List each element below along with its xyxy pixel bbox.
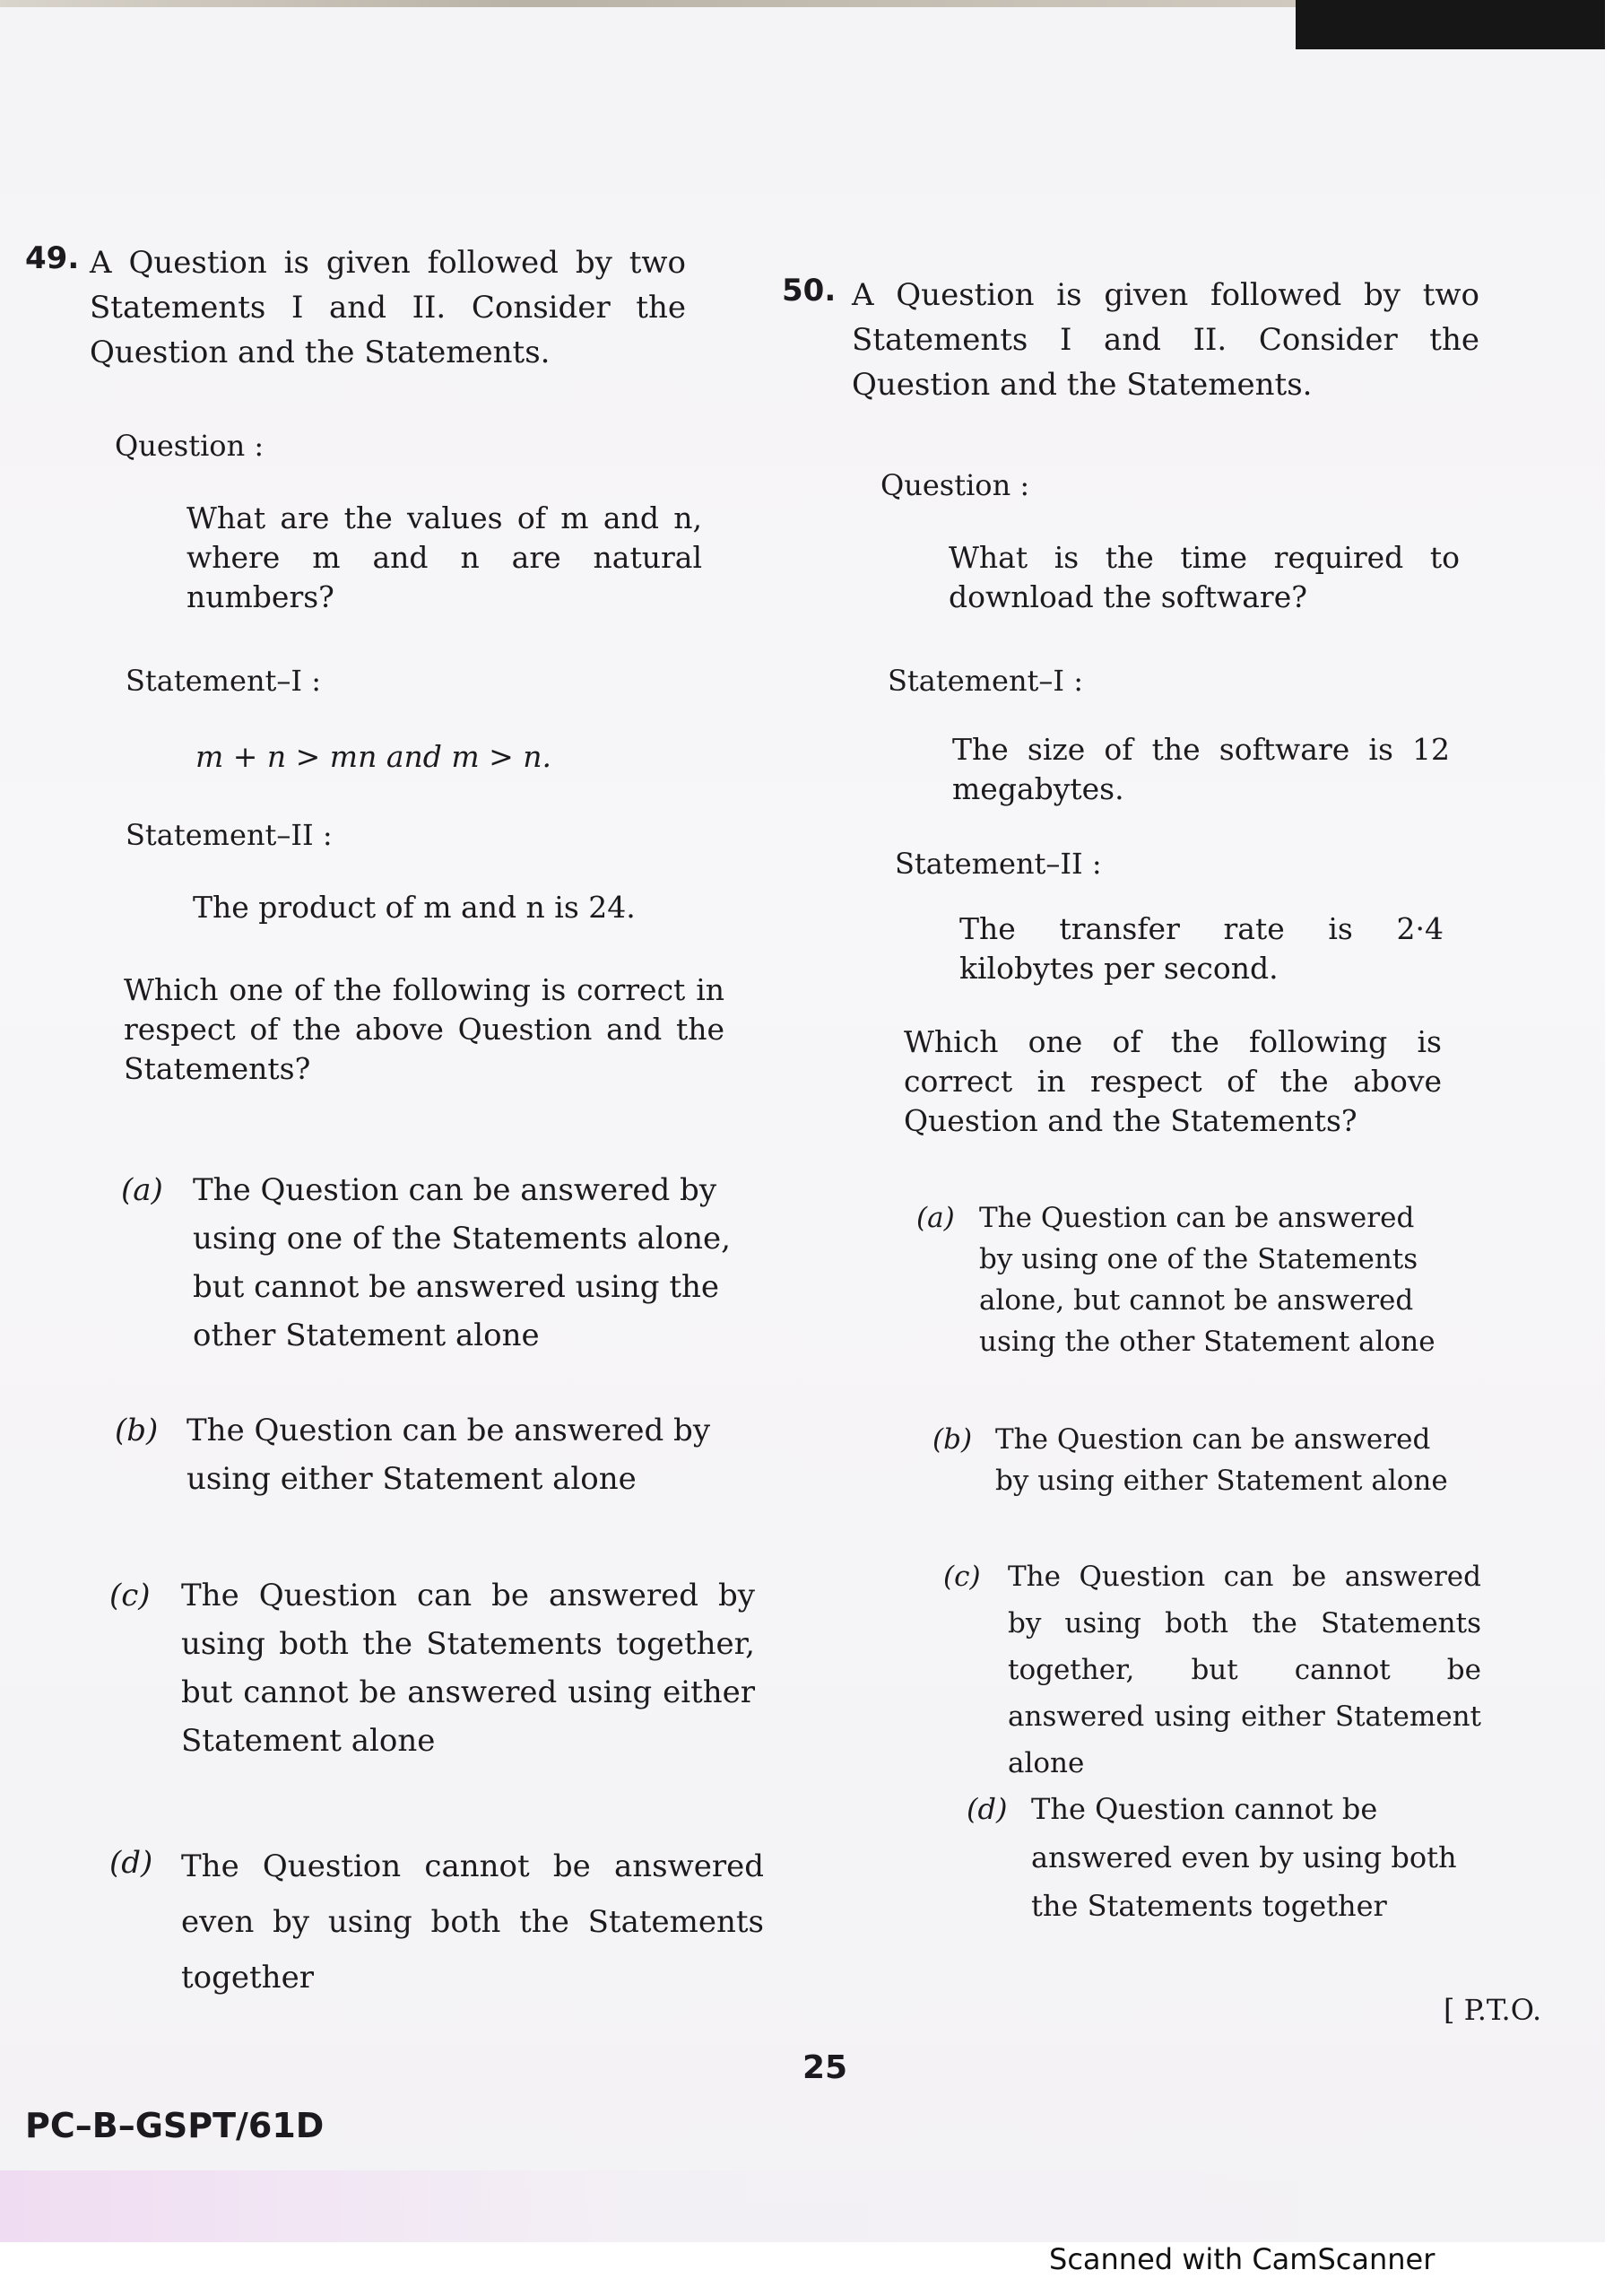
- scan-bottom-tint: [0, 2170, 1605, 2242]
- scanner-watermark: Scanned with CamScanner: [1049, 2242, 1436, 2276]
- statement-2-label: Statement–II :: [895, 847, 1102, 881]
- question-prompt: Which one of the following is correct in respect of the above Question and the Statements?: [904, 1024, 1442, 1138]
- question-number: 50.: [782, 273, 837, 309]
- statement-2-text: The product of m and n is 24.: [193, 890, 636, 925]
- option-letter: (a): [916, 1202, 955, 1234]
- option-letter: (d): [967, 1792, 1008, 1826]
- option-text: The Question cannot be answered even by using both the Statements together: [1031, 1792, 1457, 1923]
- option-letter: (c): [109, 1578, 151, 1613]
- statement-1-text: m + n > mn and m > n.: [195, 739, 552, 774]
- option-text: The Question can be answered by using one of the Statements alone, but cannot be answered using the other Statement alone: [979, 1202, 1436, 1358]
- statement-1-text: The size of the software is 12 megabytes.: [952, 732, 1450, 806]
- scan-top-edge: [0, 0, 1296, 7]
- option-letter: (b): [115, 1413, 159, 1448]
- question-text: What are the values of m and n, where m and n are natural numbers?: [186, 500, 702, 614]
- option-letter: (b): [932, 1423, 973, 1456]
- question-intro: A Question is given followed by two Statements I and II. Consider the Question and the Statements.: [852, 277, 1479, 403]
- option-text: The Question cannot be answered even by using both the Statements together: [181, 1848, 764, 1996]
- question-label: Question :: [880, 468, 1030, 502]
- question-number: 49.: [25, 240, 80, 276]
- option-letter: (c): [943, 1561, 981, 1593]
- question-intro: A Question is given followed by two Statements I and II. Consider the Question and the Statements.: [90, 245, 686, 370]
- booklet-code: PC–B–GSPT/61D: [25, 2106, 325, 2145]
- question-prompt: Which one of the following is correct in respect of the above Question and the Statements?: [124, 972, 724, 1086]
- statement-1-label: Statement–I :: [126, 664, 321, 698]
- please-turn-over: [ P.T.O.: [1444, 1993, 1542, 2027]
- page-number: 25: [802, 2049, 848, 2086]
- option-text: The Question can be answered by using both the Statements together, but cannot be answered using either Statement alone: [181, 1578, 755, 1759]
- scan-dark-corner: [1296, 0, 1605, 49]
- statement-2-text: The transfer rate is 2·4 kilobytes per second.: [959, 911, 1444, 986]
- statement-1-label: Statement–I :: [888, 664, 1083, 698]
- option-letter: (a): [121, 1172, 163, 1208]
- question-text: What is the time required to download the software?: [949, 540, 1460, 614]
- option-text: The Question can be answered by using either Statement alone: [995, 1423, 1448, 1497]
- statement-2-label: Statement–II :: [126, 818, 333, 852]
- option-letter: (d): [109, 1845, 153, 1881]
- question-label: Question :: [115, 429, 265, 463]
- option-text: The Question can be answered by using one of the Statements alone, but cannot be answered using the other Statement alone: [193, 1172, 731, 1353]
- option-text: The Question can be answered by using either Statement alone: [186, 1413, 711, 1497]
- option-text: The Question can be answered by using both the Statements together, but cannot be answered using either Statement alone: [1008, 1561, 1481, 1779]
